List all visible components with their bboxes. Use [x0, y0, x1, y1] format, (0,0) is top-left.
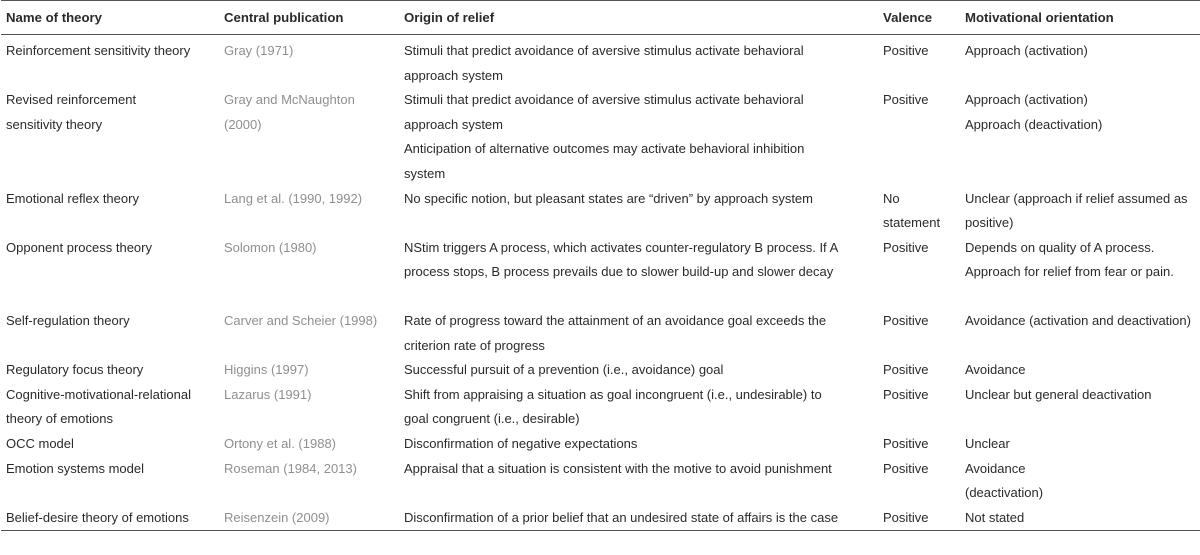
orientation-line: (deactivation)	[965, 485, 1044, 501]
publication-line: (2000)	[224, 116, 262, 132]
table-row	[1, 358, 1200, 383]
theory-name-cell	[1, 432, 220, 457]
valence-cell	[879, 236, 961, 309]
orientation-line: Approach (deactivation)	[965, 116, 1103, 132]
origin-line: No specific notion, but pleasant states are “driven” by approach system	[404, 190, 813, 206]
publication-line: Gray and McNaughton	[224, 92, 355, 108]
origin-line: NStim triggers A process, which activates counter-regulatory B process. If A	[404, 239, 839, 255]
orientation-line: Avoidance (activation and deactivation)	[965, 312, 1191, 328]
orientation-cell	[961, 236, 1200, 309]
origin-line: Anticipation of alternative outcomes may activate behavioral inhibition	[404, 141, 805, 157]
orientation-cell	[961, 309, 1200, 358]
valence-cell	[879, 457, 961, 506]
origin-line: Disconfirmation of negative expectations	[404, 435, 638, 451]
theory-name-cell	[1, 309, 220, 358]
valence-cell	[879, 432, 961, 457]
table-header-row	[1, 1, 1200, 35]
valence-line: Positive	[883, 239, 929, 255]
orientation-line: Approach for relief from fear or pain.	[965, 264, 1174, 280]
theories-table	[1, 0, 1200, 531]
origin-line: Shift from appraising a situation as goal incongruent (i.e., undesirable) to	[404, 386, 822, 402]
header-name-of-theory: Name of theory	[6, 10, 102, 25]
valence-line: statement	[883, 215, 941, 231]
orientation-line: Approach (activation)	[965, 43, 1088, 58]
valence-line: Positive	[883, 435, 929, 451]
valence-line: Positive	[883, 362, 929, 378]
publication-line: Roseman (1984, 2013)	[224, 460, 357, 476]
origin-cell	[388, 88, 879, 186]
valence-cell	[879, 358, 961, 383]
theory-name-cell	[1, 506, 220, 531]
theory-name-cell	[1, 88, 220, 186]
orientation-cell	[961, 187, 1200, 236]
origin-cell	[388, 236, 879, 309]
publication-line: Higgins (1997)	[224, 362, 309, 378]
orientation-cell	[961, 457, 1200, 506]
theory-name-cell	[1, 35, 220, 89]
table-row	[1, 432, 1200, 457]
origin-line: process stops, B process prevails due to slower build-up and slower decay	[404, 264, 834, 280]
origin-cell	[388, 309, 879, 358]
header-motivational-orientation: Motivational orientation	[965, 10, 1114, 25]
theory-name-cell	[1, 457, 220, 506]
valence-line: Positive	[883, 312, 929, 328]
valence-cell	[879, 35, 961, 89]
orientation-line: Unclear but general deactivation	[965, 386, 1152, 402]
theory-name-line: OCC model	[6, 435, 74, 451]
publication-cell	[220, 309, 388, 358]
origin-cell	[388, 187, 879, 236]
valence-line: Positive	[883, 43, 929, 58]
orientation-cell	[961, 432, 1200, 457]
publication-cell	[220, 35, 388, 89]
orientation-line: Unclear (approach if relief assumed as	[965, 190, 1188, 206]
valence-cell	[879, 383, 961, 432]
origin-cell	[388, 35, 879, 89]
header-origin-of-relief: Origin of relief	[404, 10, 495, 25]
table-body	[1, 35, 1200, 531]
origin-line: approach system	[404, 116, 503, 132]
orientation-cell	[961, 358, 1200, 383]
orientation-cell	[961, 506, 1200, 531]
header-central-publication: Central publication	[224, 10, 344, 25]
orientation-line: Depends on quality of A process.	[965, 239, 1155, 255]
publication-cell	[220, 457, 388, 506]
theory-name-line: Self-regulation theory	[6, 312, 130, 328]
orientation-cell	[961, 35, 1200, 89]
table-row	[1, 457, 1200, 506]
orientation-line: positive)	[965, 215, 1014, 231]
publication-cell	[220, 506, 388, 531]
theory-name-cell	[1, 236, 220, 309]
publication-line: Ortony et al. (1988)	[224, 435, 336, 451]
table-row	[1, 309, 1200, 358]
publication-cell	[220, 236, 388, 309]
publication-line: Carver and Scheier (1998)	[224, 312, 378, 328]
origin-cell	[388, 457, 879, 506]
table-row	[1, 35, 1200, 89]
orientation-cell	[961, 88, 1200, 186]
theory-name-line: Opponent process theory	[6, 239, 152, 255]
table-row	[1, 383, 1200, 432]
theory-name-line: sensitivity theory	[6, 116, 103, 132]
orientation-line: Avoidance	[965, 362, 1026, 378]
valence-cell	[879, 187, 961, 236]
theory-name-line: theory of emotions	[6, 411, 113, 427]
publication-cell	[220, 432, 388, 457]
theory-name-line: Emotion systems model	[6, 460, 144, 476]
origin-cell	[388, 432, 879, 457]
valence-line: Positive	[883, 92, 929, 108]
origin-cell	[388, 383, 879, 432]
theory-name-cell	[1, 383, 220, 432]
valence-line: No	[883, 190, 900, 206]
table-row	[1, 236, 1200, 309]
orientation-line: Approach (activation)	[965, 92, 1088, 108]
origin-line: Disconfirmation of a prior belief that an undesired state of affairs is the case	[404, 509, 839, 525]
publication-cell	[220, 383, 388, 432]
table-row	[1, 187, 1200, 236]
table-row	[1, 506, 1200, 531]
publication-line: Reisenzein (2009)	[224, 509, 330, 525]
orientation-cell	[961, 383, 1200, 432]
table-row	[1, 88, 1200, 186]
origin-line: Stimuli that predict avoidance of aversive stimulus activate behavioral	[404, 92, 804, 108]
orientation-line: Avoidance	[965, 460, 1026, 476]
valence-cell	[879, 506, 961, 531]
theory-name-line: Cognitive-motivational-relational	[6, 386, 191, 402]
publication-line: Solomon (1980)	[224, 239, 317, 255]
orientation-line: Not stated	[965, 509, 1025, 525]
valence-cell	[879, 309, 961, 358]
publication-cell	[220, 358, 388, 383]
origin-line: Successful pursuit of a prevention (i.e., avoidance) goal	[404, 362, 724, 378]
theory-name-line: Revised reinforcement	[6, 92, 137, 108]
origin-line: Appraisal that a situation is consistent with the motive to avoid punishment	[404, 460, 832, 476]
publication-cell	[220, 88, 388, 186]
theory-name-line: Reinforcement sensitivity theory	[6, 43, 191, 58]
origin-line: system	[404, 165, 446, 181]
theory-name-line: Belief-desire theory of emotions	[6, 509, 189, 525]
origin-cell	[388, 506, 879, 531]
valence-line: Positive	[883, 509, 929, 525]
origin-line: approach system	[404, 67, 503, 83]
publication-line: Gray (1971)	[224, 43, 294, 58]
theory-name-line: Emotional reflex theory	[6, 190, 139, 206]
origin-line: goal congruent (i.e., desirable)	[404, 411, 580, 427]
publication-cell	[220, 187, 388, 236]
publication-line: Lang et al. (1990, 1992)	[224, 190, 363, 206]
publication-line: Lazarus (1991)	[224, 386, 312, 402]
theory-name-line: Regulatory focus theory	[6, 362, 144, 378]
theory-name-cell	[1, 358, 220, 383]
orientation-line: Unclear	[965, 435, 1010, 451]
origin-cell	[388, 358, 879, 383]
header-valence: Valence	[883, 10, 933, 25]
theory-name-cell	[1, 187, 220, 236]
valence-line: Positive	[883, 386, 929, 402]
origin-line: Rate of progress toward the attainment of an avoidance goal exceeds the	[404, 312, 827, 328]
valence-line: Positive	[883, 460, 929, 476]
origin-line: criterion rate of progress	[404, 337, 545, 353]
valence-cell	[879, 88, 961, 186]
origin-line: Stimuli that predict avoidance of aversive stimulus activate behavioral	[404, 43, 804, 58]
